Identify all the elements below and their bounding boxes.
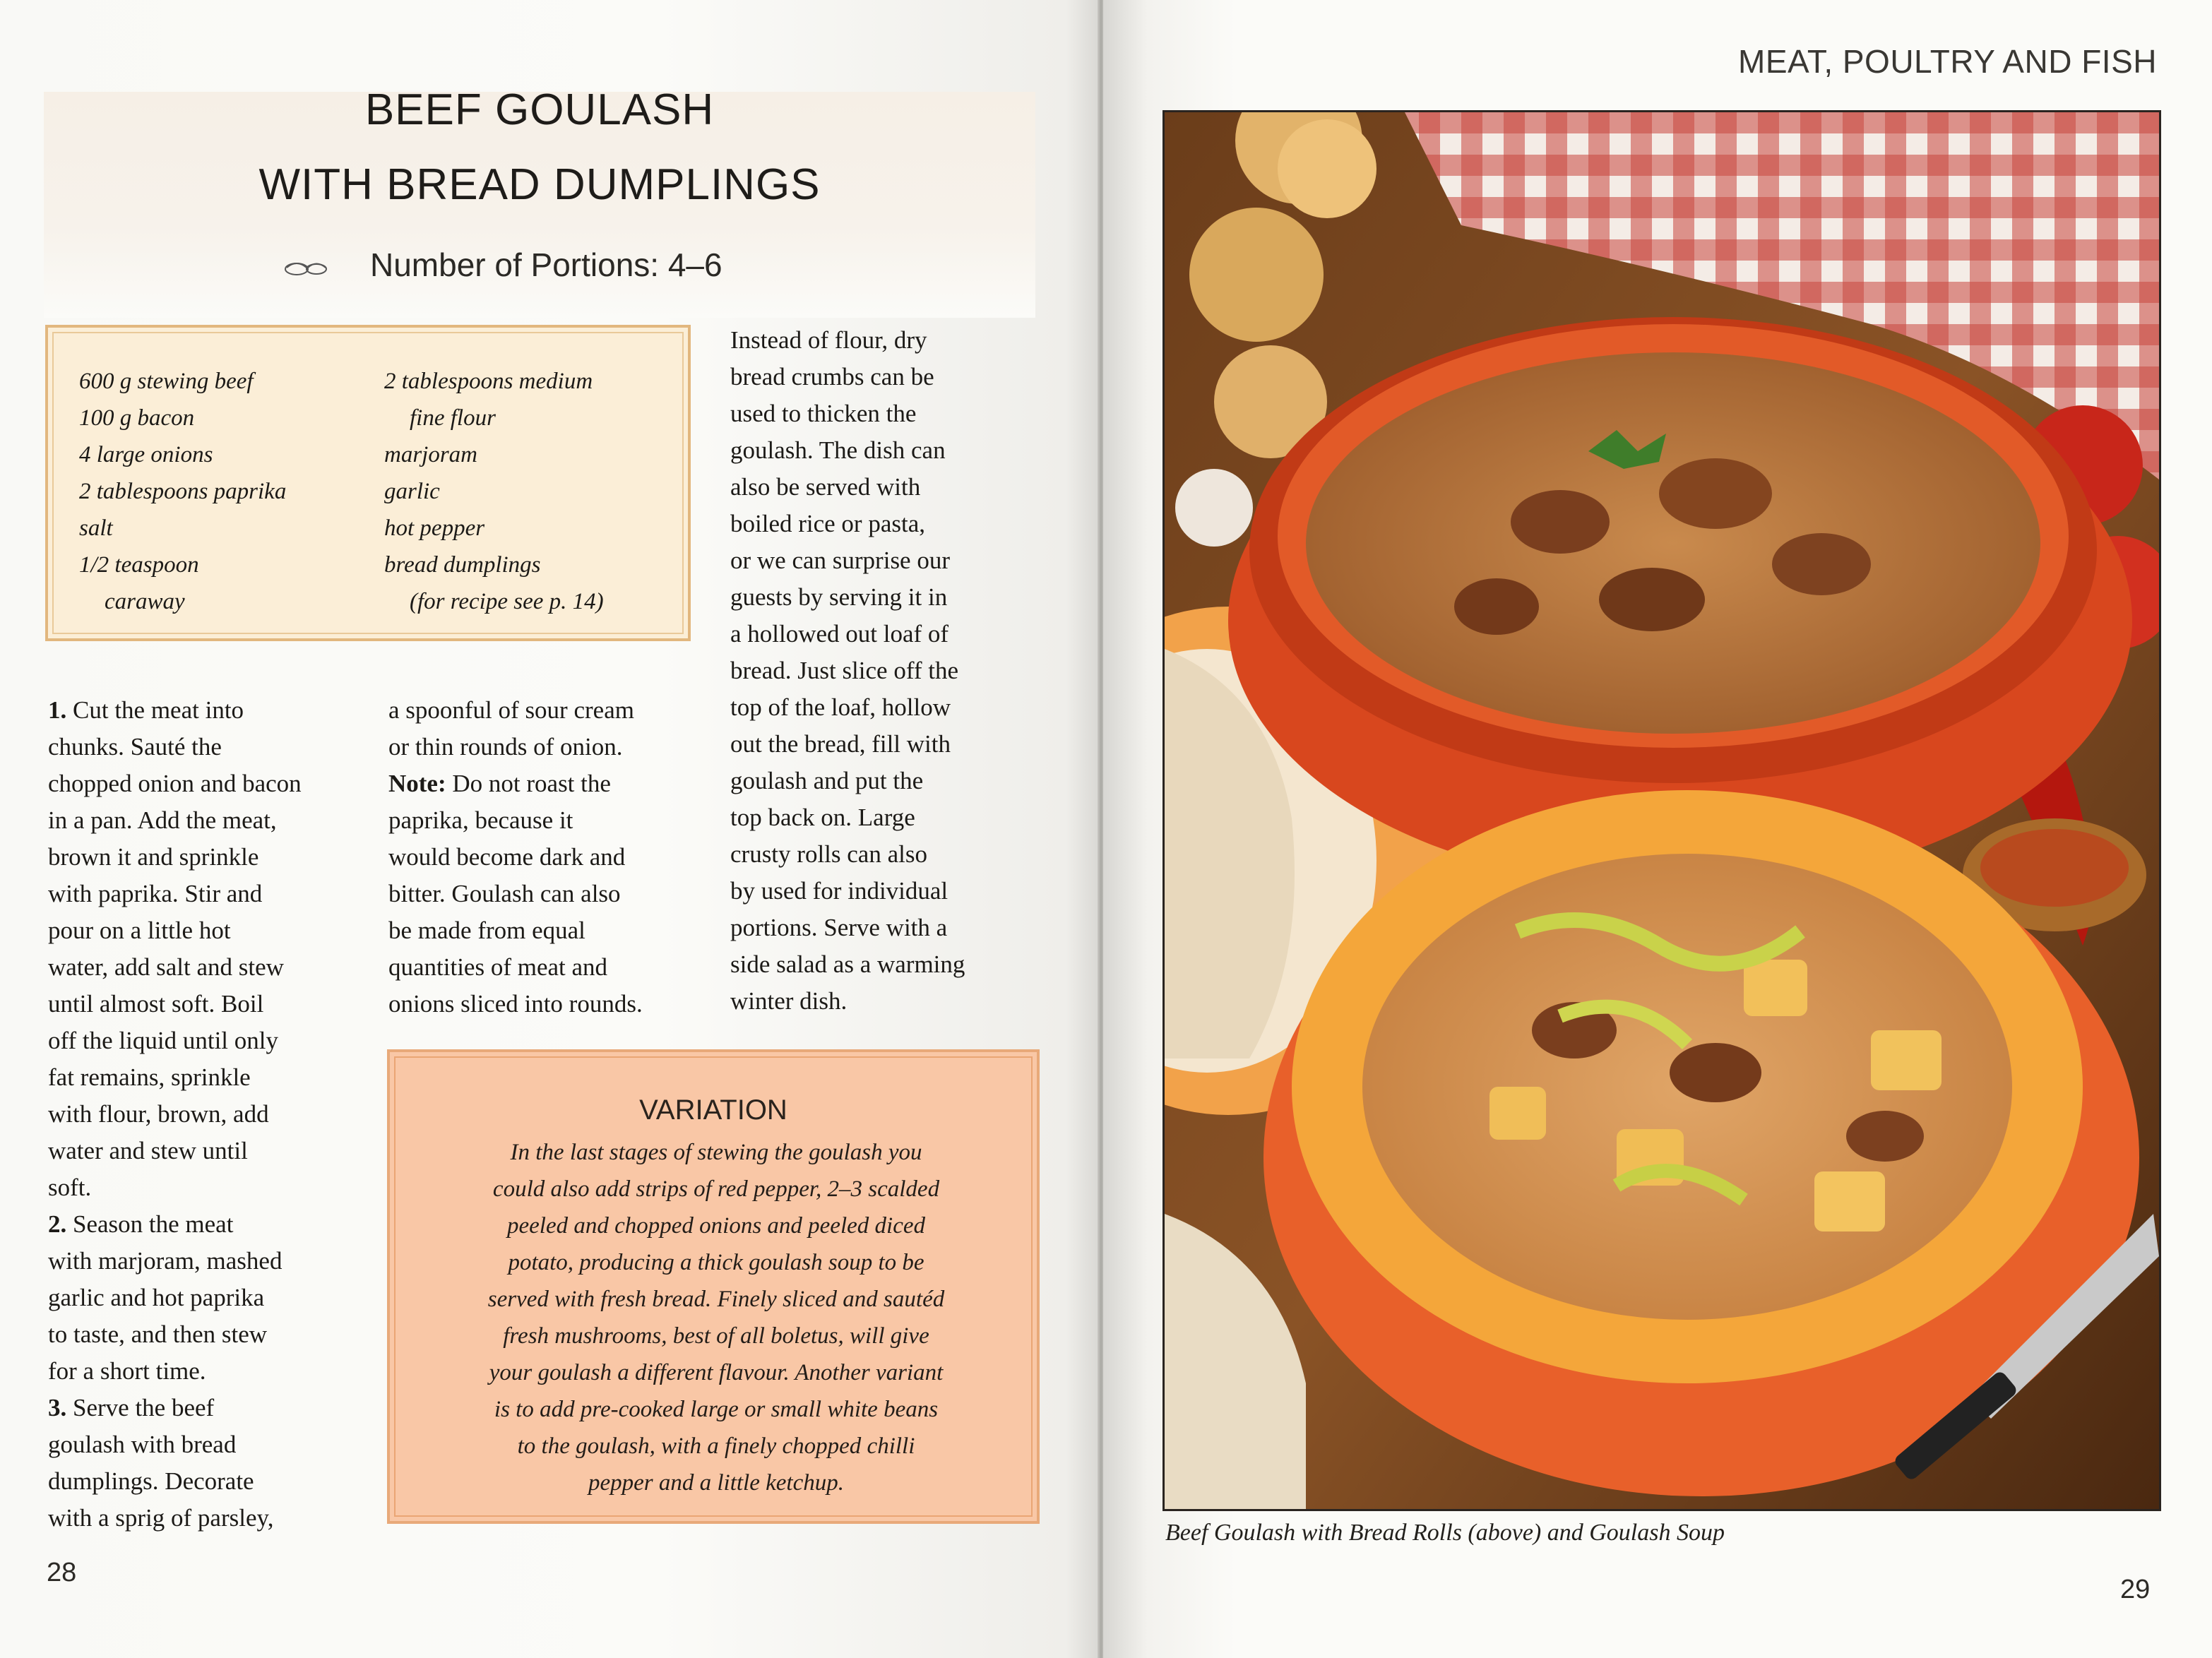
- text-line: your goulash a different flavour. Another variant: [489, 1360, 944, 1385]
- text-line: goulash with bread: [48, 1431, 237, 1458]
- text-line: would become dark and: [388, 843, 626, 871]
- ingredient-item: hot pepper: [384, 515, 485, 541]
- goulash-photo: [1163, 110, 2161, 1511]
- ingredient-item: salt: [79, 515, 113, 541]
- text-line: water, add salt and stew: [48, 953, 284, 981]
- text-line: with flour, brown, add: [48, 1100, 269, 1128]
- text-line: goulash. The dish can: [730, 436, 946, 464]
- text-line: boiled rice or pasta,: [730, 510, 926, 537]
- variation-box: [387, 1049, 1040, 1524]
- portions-row: [283, 240, 918, 290]
- ingredient-item: 2 tablespoons paprika: [79, 479, 287, 504]
- text-line: to the goulash, with a finely chopped chilli: [517, 1433, 915, 1459]
- text-line: or we can surprise our: [730, 547, 951, 574]
- text-line: fat remains, sprinkle: [48, 1063, 251, 1091]
- ingredient-item: 4 large onions: [79, 442, 213, 467]
- text-line: onions sliced into rounds.: [388, 990, 643, 1018]
- text-line: guests by serving it in: [730, 583, 948, 611]
- variation-title: VARIATION: [639, 1095, 787, 1126]
- ingredient-item: (for recipe see p. 14): [410, 589, 604, 614]
- text-line: goulash and put the: [730, 767, 924, 794]
- ingredient-item: fine flour: [410, 405, 496, 431]
- text-line: portions. Serve with a: [730, 914, 948, 941]
- text-line: also be served with: [730, 473, 921, 501]
- step-3: [48, 1390, 380, 1426]
- text-line: served with fresh bread. Finely sliced and sautéd: [487, 1287, 945, 1312]
- text-line: for a short time.: [48, 1357, 206, 1385]
- text-line: be made from equal: [388, 917, 585, 944]
- text-line: pour on a little hot: [48, 917, 231, 944]
- step-2: [48, 1206, 380, 1243]
- text-line: potato, producing a thick goulash soup to be: [508, 1250, 924, 1275]
- text-line: out the bread, fill with: [730, 730, 951, 758]
- text-line: garlic and hot paprika: [48, 1284, 265, 1311]
- recipe-title-line1: BEEF GOULASH: [364, 85, 715, 134]
- step-number: 2.: [48, 1210, 67, 1238]
- method-column-1: [48, 692, 380, 1537]
- ingredient-item: marjoram: [384, 442, 478, 467]
- text-line: In the last stages of stewing the goulash you: [510, 1140, 922, 1165]
- cooking-pot-icon: [283, 251, 328, 279]
- text-line: in a pan. Add the meat,: [48, 806, 277, 834]
- text-line: side salad as a warming: [730, 950, 965, 978]
- text-line: bread. Just slice off the: [730, 657, 959, 684]
- page-number-right: 29: [2120, 1575, 2151, 1604]
- ingredient-item: caraway: [105, 589, 185, 614]
- text-line: paprika, because it: [388, 806, 573, 834]
- step-number: 3.: [48, 1394, 67, 1421]
- text-line: brown it and sprinkle: [48, 843, 259, 871]
- text-line: off the liquid until only: [48, 1027, 279, 1054]
- ingredients-column-1: [79, 363, 286, 620]
- variation-text: [418, 1134, 1014, 1501]
- text-line: Serve the beef: [73, 1394, 215, 1421]
- text-line: crusty rolls can also: [730, 840, 927, 868]
- text-line: by used for individual: [730, 877, 949, 905]
- ingredient-item: 2 tablespoons medium: [384, 369, 593, 394]
- text-line: with a sprig of parsley,: [48, 1504, 274, 1532]
- text-line: with paprika. Stir and: [48, 880, 263, 907]
- text-line: with marjoram, mashed: [48, 1247, 283, 1275]
- text-line: winter dish.: [730, 987, 848, 1015]
- ingredient-item: 600 g stewing beef: [79, 369, 254, 394]
- text-line: top of the loaf, hollow: [730, 693, 951, 721]
- ingredients-column-2: [384, 363, 604, 620]
- note: [388, 765, 720, 802]
- text-line: or thin rounds of onion.: [388, 733, 623, 761]
- step-1: [48, 692, 380, 729]
- text-line: Instead of flour, dry: [730, 326, 927, 354]
- text-line: bread crumbs can be: [730, 363, 934, 390]
- text-line: peeled and chopped onions and peeled diced: [507, 1213, 925, 1239]
- text-line: quantities of meat and: [388, 953, 608, 981]
- text-line: chunks. Sauté the: [48, 733, 222, 761]
- step-number: 1.: [48, 696, 67, 724]
- ingredient-item: garlic: [384, 479, 440, 504]
- photo-caption: Beef Goulash with Bread Rolls (above) and Goulash Soup: [1165, 1520, 1725, 1546]
- text-line: until almost soft. Boil: [48, 990, 264, 1018]
- ingredient-item: 1/2 teaspoon: [79, 552, 199, 578]
- text-line: used to thicken the: [730, 400, 917, 427]
- method-column-2: [388, 692, 720, 1022]
- ingredients-box: [45, 325, 691, 641]
- section-header: MEAT, POULTRY AND FISH: [1738, 43, 2157, 80]
- text-line: fresh mushrooms, best of all boletus, will give: [503, 1323, 929, 1349]
- food-illustration: [1165, 112, 2159, 1509]
- text-line: a hollowed out loaf of: [730, 620, 949, 648]
- text-line: top back on. Large: [730, 804, 915, 831]
- text-line: bitter. Goulash can also: [388, 880, 621, 907]
- text-line: a spoonful of sour cream: [388, 696, 634, 724]
- ingredient-item: 100 g bacon: [79, 405, 195, 431]
- note-label: Note:: [388, 770, 446, 797]
- page-number-left: 28: [47, 1558, 77, 1587]
- text-line: pepper and a little ketchup.: [588, 1470, 844, 1496]
- text-line: dumplings. Decorate: [48, 1467, 254, 1495]
- serving-tip-column: [730, 322, 1027, 1020]
- ingredient-item: bread dumplings: [384, 552, 541, 578]
- text-line: soft.: [48, 1174, 92, 1201]
- text-line: is to add pre-cooked large or small white beans: [494, 1397, 939, 1422]
- portions-text: Number of Portions: 4–6: [370, 246, 723, 283]
- recipe-title-line2: WITH BREAD DUMPLINGS: [258, 160, 821, 209]
- text-line: water and stew until: [48, 1137, 248, 1164]
- text-line: chopped onion and bacon: [48, 770, 302, 797]
- text-line: could also add strips of red pepper, 2–3 scalded: [492, 1176, 940, 1202]
- text-line: Cut the meat into: [73, 696, 244, 724]
- text-line: to taste, and then stew: [48, 1320, 268, 1348]
- text-line: Season the meat: [73, 1210, 234, 1238]
- text-line: Do not roast the: [452, 770, 611, 797]
